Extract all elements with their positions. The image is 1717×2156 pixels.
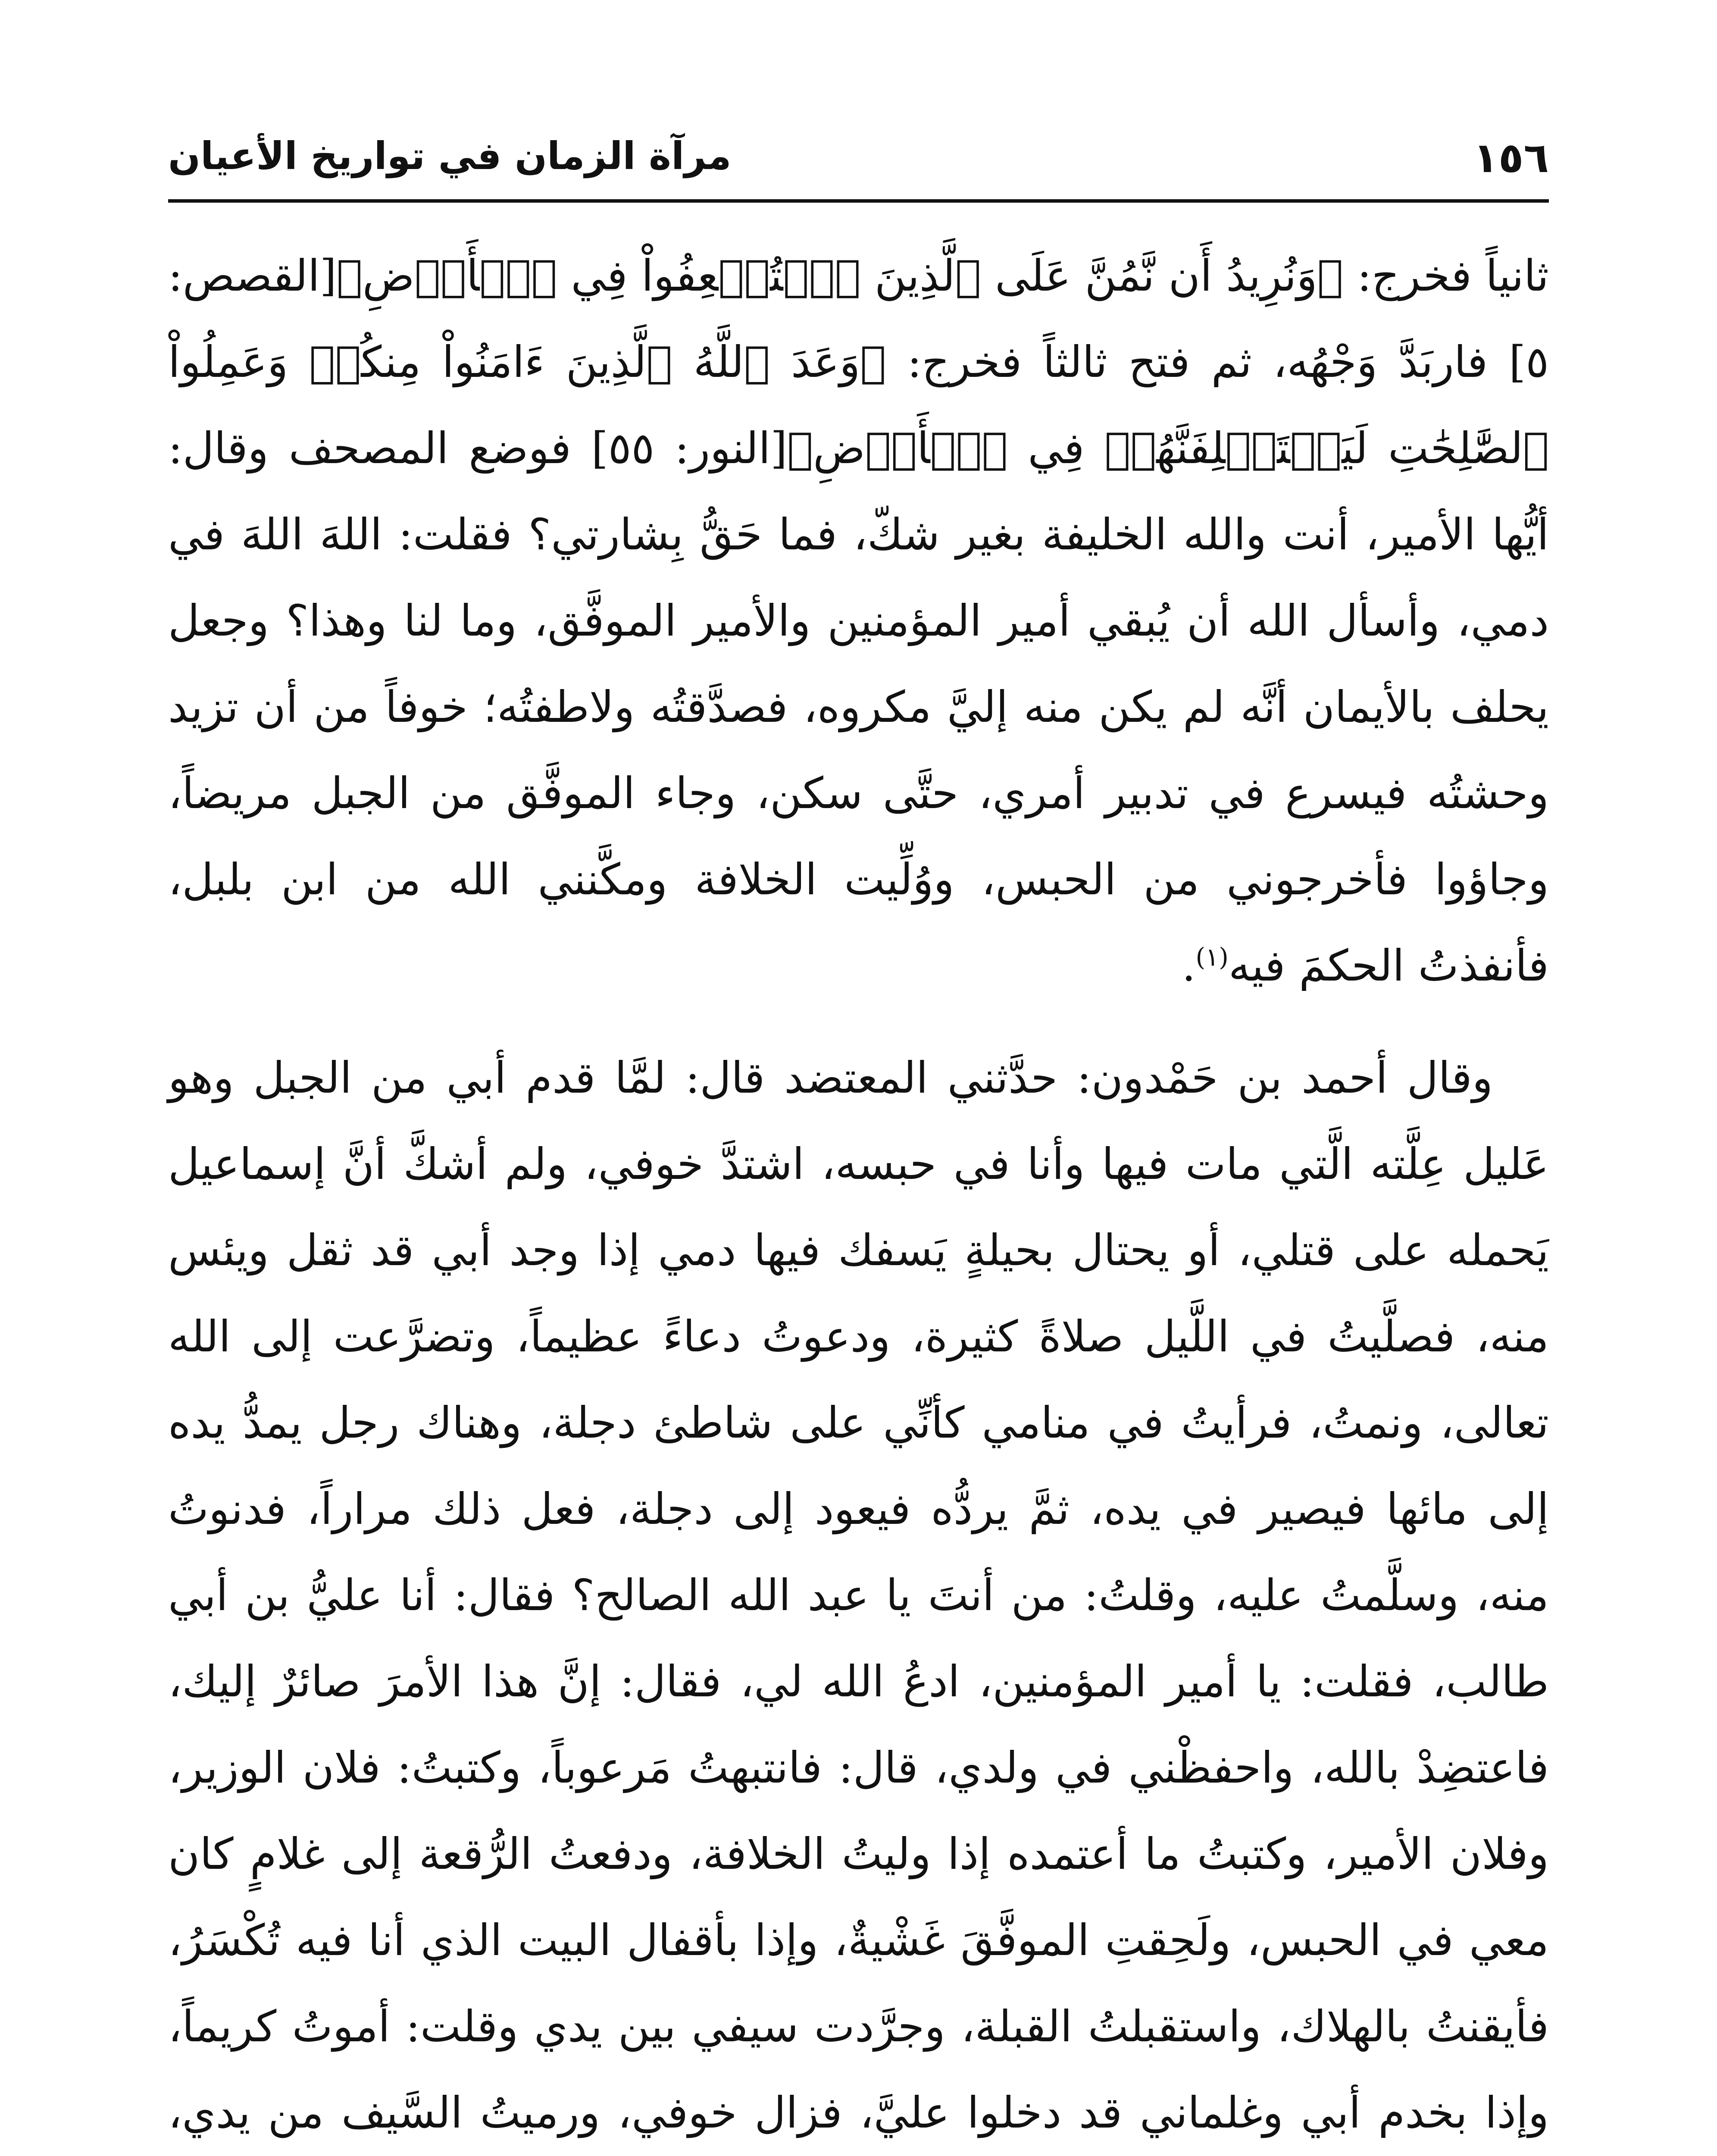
paragraph-1-end: . [1182, 940, 1196, 991]
page-number: ١٥٦ [1473, 134, 1549, 182]
paragraph-1-text-2: [القصص: ٥] فاربَدَّ وَجْهُه، ثم فتح ثالثاً فخرج: [168, 251, 1549, 387]
quran-verse-qasas: ﴿وَنُرِيدُ أَن نَّمُنَّ عَلَى ٱلَّذِينَ ٱسۡتُضۡعِفُواْ فِي ٱلۡأَرۡضِ﴾ [336, 251, 1343, 301]
main-text [168, 233, 1549, 2156]
paragraph-1 [168, 233, 1549, 1009]
running-header [168, 129, 1549, 203]
paragraph-1-text-3: [النور: ٥٥] فوضع المصحف وقال: أيُّها الأمير، أنت والله الخليفة بغير شكّ، فما حَقُّ بِشارتي؟ فقلت: اللهَ اللهَ في دمي، وأسأل الله أن يُبقي أمير المؤمنين والأمير الموفَّق، وما لنا وهذا؟ وجعل يحلف بالأيمان أنَّه لم يكن منه إليَّ مكروه، فصدَّقتُه ولاطفتُه؛ خوفاً من أن تزيد وحشتُه فيسرع في تدبير أمري، حتَّى سكن، وجاء الموفَّق من الجبل مريضاً، وجاؤوا فأخرجوني من الحبس، ووُلِّيت الخلافة ومكَّنني الله من ابن بلبل، فأنفذتُ الحكمَ فيه [168, 423, 1549, 991]
quran-verse-nur: ﴿وَعَدَ ٱللَّهُ ٱلَّذِينَ ءَامَنُواْ مِنكُمۡ وَعَمِلُواْ ٱلصَّٰلِحَٰتِ لَيَسۡتَخۡلِفَنَّهُمۡ فِي ٱلۡأَرۡضِ﴾ [168, 337, 1549, 473]
paragraph-1-text-1: ثانياً فخرج: [1343, 251, 1549, 301]
paragraph-2: وقال أحمد بن حَمْدون: حدَّثني المعتضد قال: لمَّا قدم أبي من الجبل وهو عَليل عِلَّته الَّتي مات فيها وأنا في حبسه، اشتدَّ خوفي، ولم أشكَّ أنَّ إسماعيل يَحمله على قتلي، أو يحتال بحيلةٍ يَسفك فيها دمي إذا وجد أبي قد ثقل ويئس منه، فصلَّيتُ في اللَّيل صلاةً كثيرة، ودعوتُ دعاءً عظيماً، وتضرَّعت إلى الله تعالى، ونمتُ، فرأيتُ في منامي كأنِّي على شاطئ دجلة، وهناك رجل يمدُّ يده إلى مائها فيصير في يده، ثمَّ يردُّه فيعود إلى دجلة، فعل ذلك مراراً، فدنوتُ منه، وسلَّمتُ عليه، وقلتُ: من أنتَ يا عبد الله الصالح؟ فقال: أنا عليُّ بن أبي طالب، فقلت: يا أمير المؤمنين، ادعُ الله لي، فقال: إنَّ هذا الأمرَ صائرٌ إليك، فاعتضِدْ بالله، واحفظْني في ولدي، قال: فانتبهتُ مَرعوباً، وكتبتُ: فلان الوزير، وفلان الأمير، وكتبتُ ما أعتمده إذا وليتُ الخلافة، ودفعتُ الرُّقعة إلى غلامٍ كان معي في الحبس، ولَحِقتِ الموفَّقَ غَشْيةٌ، وإذا بأقفال البيت الذي أنا فيه تُكْسَرُ، فأيقنتُ بالهلاك، واستقبلتُ القبلة، وجرَّدت سيفي بين يدي وقلت: أموتُ كريماً، وإذا بخدم أبي وغلماني قد دخلوا عليَّ، فزال خوفي، ورميتُ السَّيف من يدي، [168, 1053, 1549, 2138]
footnote-ref-1[interactable]: (١) [1195, 942, 1229, 972]
book-title: مرآة الزمان في تواريخ الأعيان [168, 134, 732, 178]
header-rule [168, 199, 1549, 203]
